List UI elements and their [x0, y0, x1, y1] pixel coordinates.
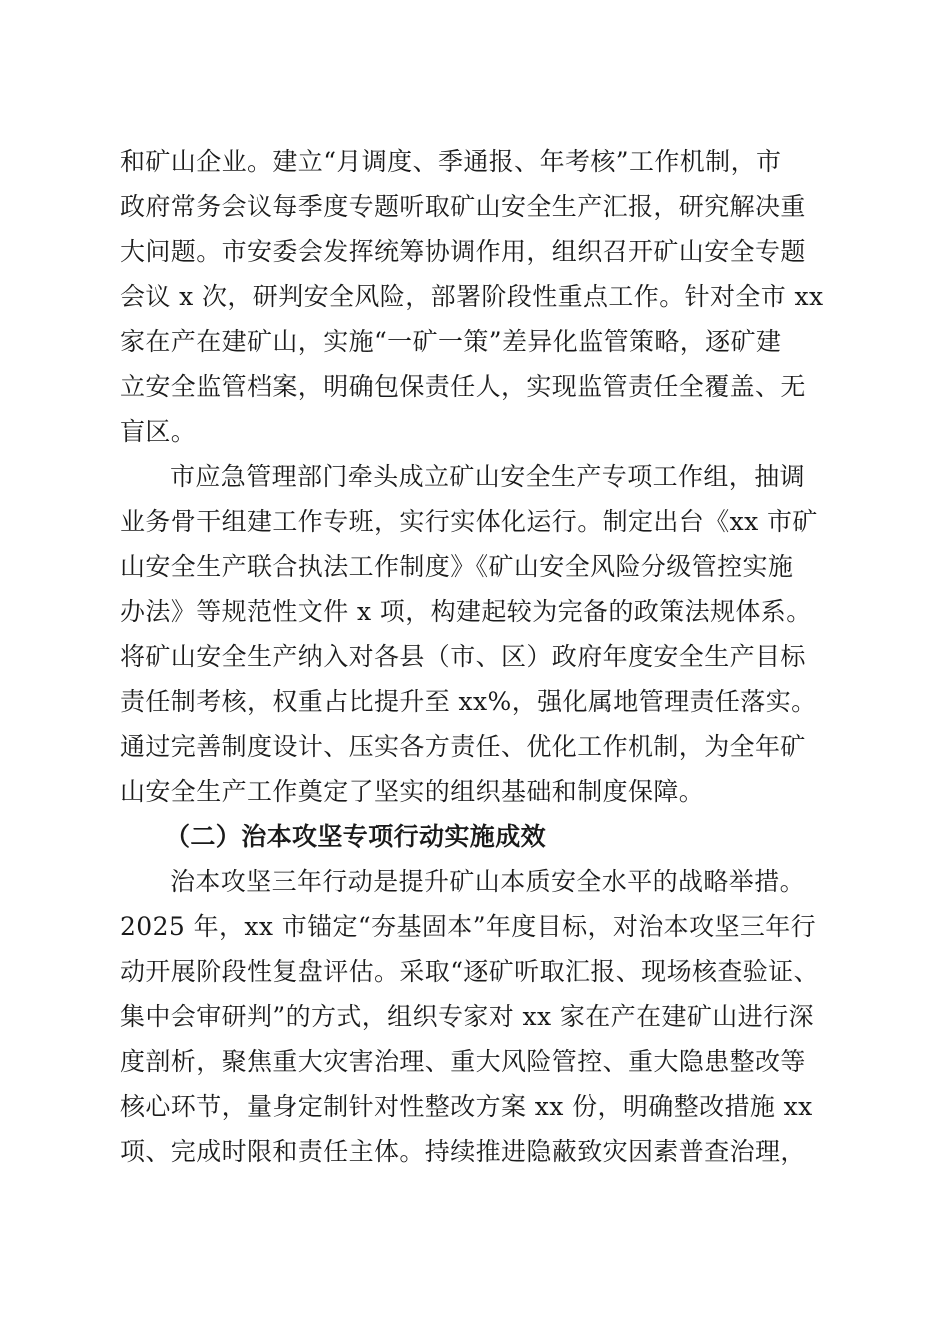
text-line-4: 会议 x 次，研判安全风险，部署阶段性重点工作。针对全市 xx: [120, 282, 824, 311]
text-line-1: 和矿山企业。建立“月调度、季通报、年考核”工作机制，市: [120, 147, 782, 176]
text-line-8: 市应急管理部门牵头成立矿山安全生产专项工作组，抽调: [170, 462, 806, 491]
text-line-22: 核心环节，量身定制针对性整改方案 xx 份，明确整改措施 xx: [120, 1092, 813, 1121]
text-line-6: 立安全监管档案，明确包保责任人，实现监管责任全覆盖、无: [120, 372, 806, 401]
text-line-15: 山安全生产工作奠定了坚实的组织基础和制度保障。: [120, 777, 705, 806]
text-line-10: 山安全生产联合执法工作制度》《矿山安全风险分级管控实施: [120, 552, 794, 581]
text-line-5: 家在产在建矿山，实施“一矿一策”差异化监管策略，逐矿建: [120, 327, 782, 356]
text-line-7: 盲区。: [120, 417, 197, 446]
text-line-2: 政府常务会议每季度专题听取矿山安全生产汇报，研究解决重: [120, 192, 806, 221]
text-line-14: 通过完善制度设计、压实各方责任、优化工作机制，为全年矿: [120, 732, 806, 761]
text-line-23: 项、完成时限和责任主体。持续推进隐蔽致灾因素普查治理，: [120, 1137, 806, 1166]
text-line-17: 治本攻坚三年行动是提升矿山本质安全水平的战略举措。: [170, 867, 806, 896]
text-line-19: 动开展阶段性复盘评估。采取“逐矿听取汇报、现场核查验证、: [120, 957, 819, 986]
text-line-18: 2025 年，xx 市锚定“夯基固本”年度目标，对治本攻坚三年行: [120, 912, 817, 941]
text-line-13: 责任制考核，权重占比提升至 xx%，强化属地管理责任落实。: [120, 687, 817, 716]
section-heading: （二）治本攻坚专项行动实施成效: [165, 822, 547, 851]
text-line-12: 将矿山安全生产纳入对各县（市、区）政府年度安全生产目标: [120, 642, 806, 671]
text-line-3: 大问题。市安委会发挥统筹协调作用，组织召开矿山安全专题: [120, 237, 806, 266]
text-line-9: 业务骨干组建工作专班，实行实体化运行。制定出台《xx 市矿: [120, 507, 818, 536]
text-line-11: 办法》等规范性文件 x 项，构建起较为完备的政策法规体系。: [120, 597, 812, 626]
text-line-21: 度剖析，聚焦重大灾害治理、重大风险管控、重大隐患整改等: [120, 1047, 806, 1076]
text-line-20: 集中会审研判”的方式，组织专家对 xx 家在产在建矿山进行深: [120, 1002, 814, 1031]
